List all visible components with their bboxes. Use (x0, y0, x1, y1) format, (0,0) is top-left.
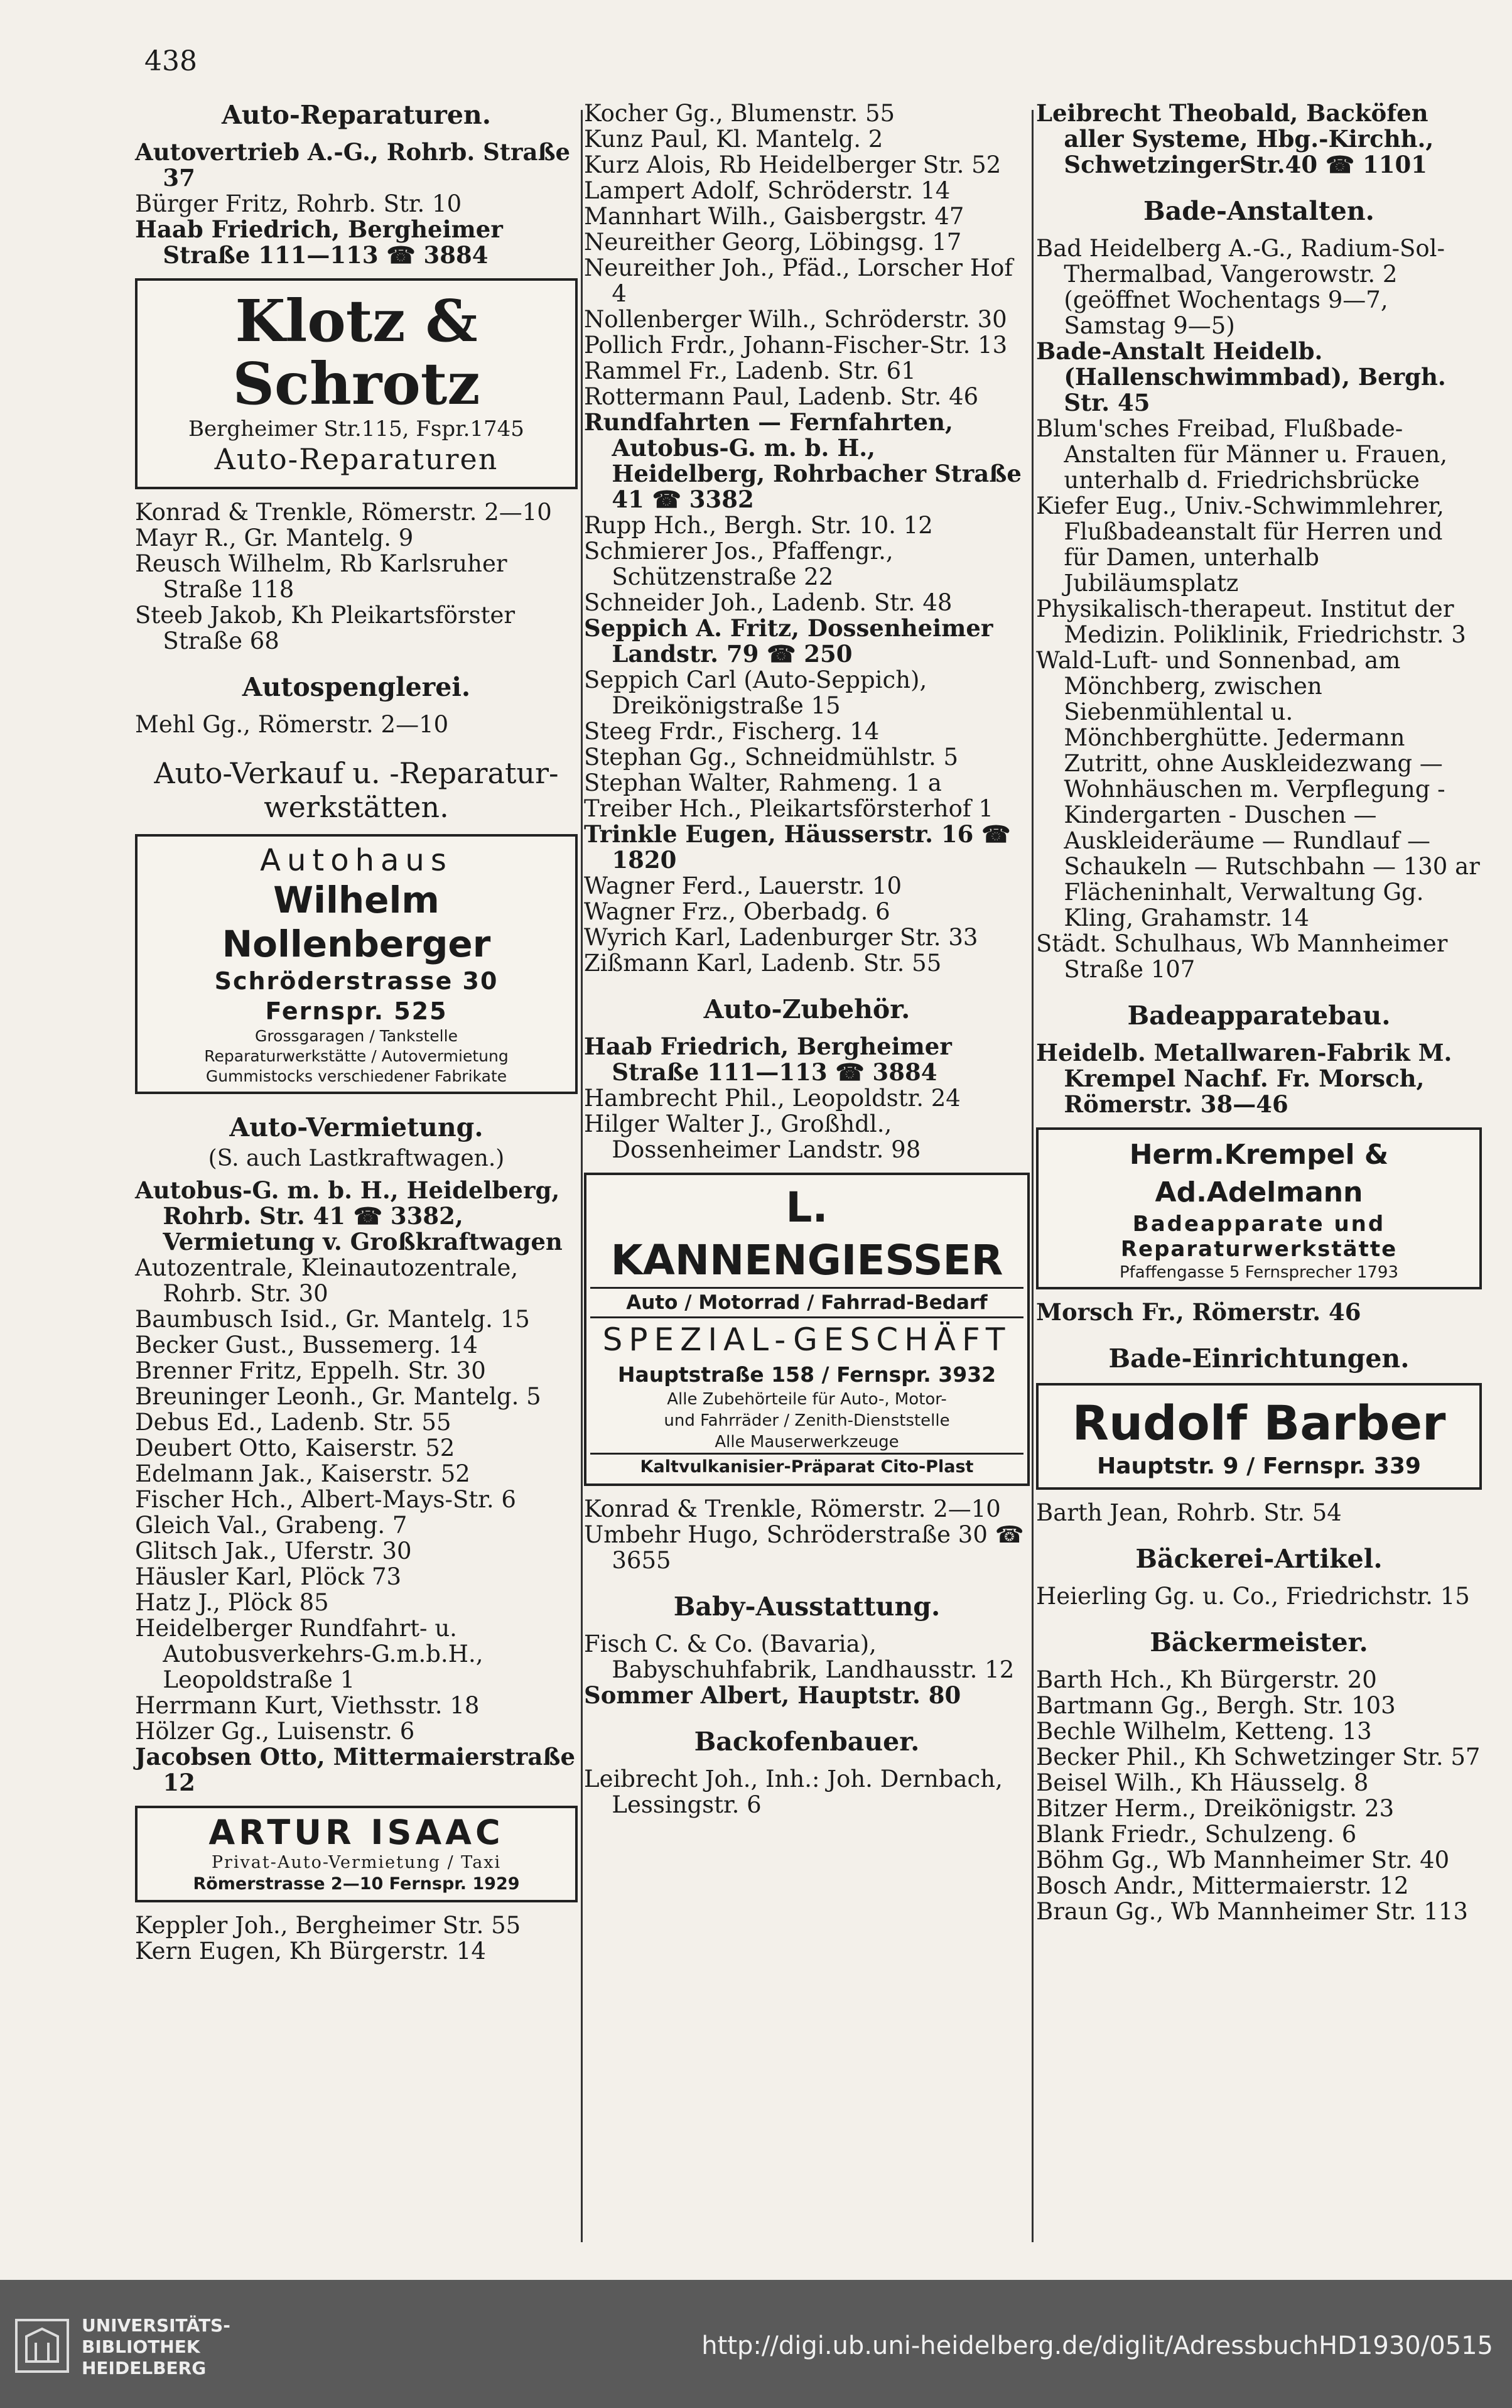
entry-list (1036, 1299, 1482, 1325)
directory-entry: Physikalisch-therapeut. Institut der Medizin. Poliklinik, Friedrichstr. 3 (1036, 595, 1466, 648)
directory-entry: Stephan Gg., Schneidmühlstr. 5 (584, 744, 959, 771)
directory-entry: Seppich Carl (Auto-Seppich), Dreikönigstraße 15 (584, 666, 927, 719)
directory-entry: Stephan Walter, Rahmeng. 1 a (584, 769, 942, 796)
ad-krempel-l3: Reparaturwerkstätte (1120, 1237, 1398, 1262)
ad-artur-isaac (135, 1806, 578, 1902)
ad-kannengiesser-l3: SPEZIAL-GESCHÄFT (602, 1321, 1012, 1358)
library-name-line3: HEIDELBERG (82, 2358, 207, 2378)
directory-entry: Nollenberger Wilh., Schröderstr. 30 (584, 306, 1007, 333)
directory-entry: Mayr R., Gr. Mantelg. 9 (135, 524, 414, 551)
heading-auto-verkauf: Auto-Verkauf u. -Reparatur-werkstätten. (154, 756, 559, 824)
directory-entry: Kocher Gg., Blumenstr. 55 (584, 100, 895, 127)
subheading-lastkraftwagen: (S. auch Lastkraftwagen.) (208, 1146, 505, 1171)
directory-entry: Steeg Frdr., Fischerg. 14 (584, 718, 880, 745)
directory-entry: Häusler Karl, Plöck 73 (135, 1563, 402, 1590)
ad-klotz-subtitle: Auto-Reparaturen (214, 442, 499, 476)
entry-list (584, 1034, 1030, 1163)
ad-kannengiesser-l6: und Fahrräder / Zenith-Dienststelle (664, 1411, 950, 1430)
directory-entry: Autovertrieb A.-G., Rohrb. Straße 37 (135, 138, 571, 192)
directory-entry: Deubert Otto, Kaiserstr. 52 (135, 1434, 455, 1462)
directory-entry: Becker Gust., Bussemerg. 14 (135, 1331, 478, 1359)
ad-rudolf-barber (1036, 1383, 1482, 1490)
directory-entry: Autozentrale, Kleinautozentrale, Rohrb. Str. 30 (135, 1254, 519, 1307)
entry-list (1036, 1583, 1482, 1609)
directory-entry: Wald-Luft- und Sonnenbad, am Mönchberg, zwischen Siebenmühlental u. Mönchberghütte. Jedermann Zutritt, ohne Auskleidezwang — Wohnhäuschen m. Verpflegung - Kindergarten - Duschen — Auskleideräume — Rundlauf — Schaukeln — Rutschbahn — 130 ar Flächeninhalt, Verwaltung Gg. Kling, Grahamstr. 14 (1036, 647, 1480, 931)
ad-isaac-l3: Römerstrasse 2—10 Fernspr. 1929 (193, 1874, 520, 1894)
directory-entry: Kern Eugen, Kh Bürgerstr. 14 (135, 1938, 486, 1965)
directory-entry: Autobus-G. m. b. H., Heidelberg, Rohrb. Str. 41 ☎ 3382, Vermietung v. Großkraftwagen (135, 1176, 563, 1256)
page-number: 438 (144, 45, 197, 77)
directory-entry: Seppich A. Fritz, Dossenheimer Landstr. 79 ☎ 250 (584, 614, 993, 668)
directory-entry: Leibrecht Joh., Inh.: Joh. Dernbach, Lessingstr. 6 (584, 1765, 1003, 1818)
ad-nollenberger-l2: Wilhelm Nollenberger (222, 879, 491, 965)
directory-entry: Lampert Adolf, Schröderstr. 14 (584, 177, 951, 204)
ad-barber-l1: Rudolf Barber (1072, 1395, 1446, 1451)
directory-entry: Fischer Hch., Albert-Mays-Str. 6 (135, 1486, 516, 1513)
directory-entry: Beisel Wilh., Kh Häusselg. 8 (1036, 1769, 1369, 1796)
heading-bade-einrichtungen: Bade-Einrichtungen. (1108, 1343, 1410, 1374)
directory-entry: Hölzer Gg., Luisenstr. 6 (135, 1718, 415, 1745)
directory-entry: Städt. Schulhaus, Wb Mannheimer Straße 107 (1036, 930, 1448, 983)
directory-entry: Schmierer Jos., Pfaffengr., Schützenstraße 22 (584, 538, 894, 590)
library-name (82, 2315, 230, 2379)
directory-entry: Keppler Joh., Bergheimer Str. 55 (135, 1912, 521, 1939)
directory-entry: Hatz J., Plöck 85 (135, 1589, 329, 1616)
directory-entry: Mannhart Wilh., Gaisbergstr. 47 (584, 203, 964, 230)
ad-krempel-l1: Herm.Krempel & Ad.Adelmann (1129, 1139, 1389, 1208)
directory-entry: Haab Friedrich, Bergheimer Straße 111—113 ☎ 3884 (135, 215, 503, 269)
directory-entry: Steeb Jakob, Kh Pleikartsförster Straße 68 (135, 602, 516, 654)
ad-kannengiesser-l1: L. KANNENGIESSER (610, 1183, 1003, 1284)
ad-kannengiesser-l2: Auto / Motorrad / Fahrrad-Bedarf (590, 1287, 1023, 1318)
ad-nollenberger-l7: Gummistocks verschiedener Fabrikate (205, 1067, 507, 1085)
directory-entry: Rundfahrten — Fernfahrten, Autobus-G. m. b. H., Heidelberg, Rohrbacher Straße 41 ☎ 3382 (584, 408, 1022, 513)
directory-entry: Pollich Frdr., Johann-Fischer-Str. 13 (584, 332, 1008, 359)
directory-entry: Heidelb. Metallwaren-Fabrik M. Krempel Nachf. Fr. Morsch, Römerstr. 38—46 (1036, 1039, 1452, 1118)
directory-entry: Bürger Fritz, Rohrb. Str. 10 (135, 190, 462, 217)
heading-baeckermeister: Bäckermeister. (1150, 1627, 1368, 1657)
column-2 (584, 100, 1030, 1818)
ad-isaac-l2: Privat-Auto-Vermietung / Taxi (211, 1853, 502, 1872)
directory-entry: Wagner Ferd., Lauerstr. 10 (584, 872, 902, 899)
directory-entry: Hilger Walter J., Großhdl., Dossenheimer Landstr. 98 (584, 1110, 921, 1163)
ad-klotz-address: Bergheimer Str.115, Fspr.1745 (188, 416, 524, 442)
ad-nollenberger-l6: Reparaturwerkstätte / Autovermietung (204, 1047, 509, 1065)
directory-entry: Barth Jean, Rohrb. Str. 54 (1036, 1499, 1342, 1526)
library-logo-icon (14, 2318, 70, 2374)
ad-isaac-l1: ARTUR ISAAC (208, 1813, 504, 1852)
directory-entry: Heidelberger Rundfahrt- u. Autobusverkehrs-G.m.b.H., Leopoldstraße 1 (135, 1615, 483, 1693)
column-1 (135, 100, 578, 1964)
directory-entry: Haab Friedrich, Bergheimer Straße 111—113 ☎ 3884 (584, 1033, 952, 1086)
directory-entry: Bosch Andr., Mittermaierstr. 12 (1036, 1872, 1409, 1899)
directory-entry: Fisch C. & Co. (Bavaria), Babyschuhfabrik, Landhausstr. 12 (584, 1630, 1015, 1683)
entry-list (584, 1496, 1030, 1573)
directory-entry: Kiefer Eug., Univ.-Schwimmlehrer, Flußbadeanstalt für Herren und für Damen, unterhalb Jubiläumsplatz (1036, 492, 1444, 597)
directory-entry: Bartmann Gg., Bergh. Str. 103 (1036, 1692, 1396, 1719)
directory-entry: Umbehr Hugo, Schröderstraße 30 ☎ 3655 (584, 1521, 1024, 1574)
directory-entry: Reusch Wilhelm, Rb Karlsruher Straße 118 (135, 550, 507, 603)
directory-entry: Rottermann Paul, Ladenb. Str. 46 (584, 383, 979, 410)
directory-entry: Blum'sches Freibad, Flußbade-Anstalten für Männer u. Frauen, unterhalb d. Friedrichsbrücke (1036, 415, 1448, 494)
ad-kannengiesser-l8: Kaltvulkanisier-Präparat Cito-Plast (590, 1453, 1023, 1480)
ad-kannengiesser (584, 1173, 1030, 1486)
heading-baby-ausstattung: Baby-Ausstattung. (673, 1592, 941, 1622)
ad-klotz-schrotz (135, 278, 578, 489)
heading-autospenglerei: Autospenglerei. (242, 672, 471, 702)
heading-bade-anstalten: Bade-Anstalten. (1143, 196, 1374, 226)
directory-entry: Baumbusch Isid., Gr. Mantelg. 15 (135, 1306, 530, 1333)
directory-entry: Barth Hch., Kh Bürgerstr. 20 (1036, 1666, 1377, 1693)
footer-band (0, 2280, 1512, 2408)
directory-entry: Bechle Wilhelm, Ketteng. 13 (1036, 1718, 1372, 1745)
directory-entry: Braun Gg., Wb Mannheimer Str. 113 (1036, 1898, 1468, 1925)
directory-entry: Mehl Gg., Römerstr. 2—10 (135, 711, 449, 738)
directory-entry: Rupp Hch., Bergh. Str. 10. 12 (584, 512, 933, 539)
column-rule-2 (1032, 110, 1034, 2242)
directory-entry: Rammel Fr., Ladenb. Str. 61 (584, 357, 916, 384)
heading-auto-reparaturen: Auto-Reparaturen. (222, 100, 491, 130)
directory-entry: Hambrecht Phil., Leopoldstr. 24 (584, 1085, 961, 1112)
entry-list (584, 1631, 1030, 1708)
directory-entry: Morsch Fr., Römerstr. 46 (1036, 1298, 1361, 1326)
ad-nollenberger-l5: Grossgaragen / Tankstelle (255, 1027, 458, 1045)
directory-entry: Jacobsen Otto, Mittermaierstraße 12 (135, 1743, 576, 1796)
entry-list (1036, 1667, 1482, 1924)
library-name-line1: UNIVERSITÄTS- (82, 2315, 230, 2336)
heading-baeckerei-artikel: Bäckerei-Artikel. (1135, 1544, 1383, 1574)
library-name-line2: BIBLIOTHEK (82, 2336, 200, 2357)
directory-entry: Konrad & Trenkle, Römerstr. 2—10 (135, 499, 552, 526)
entry-list (584, 1766, 1030, 1818)
ad-nollenberger-l1: Autohaus (260, 843, 453, 878)
ad-kannengiesser-l4: Hauptstraße 158 / Fernspr. 3932 (617, 1362, 996, 1387)
directory-entry: Edelmann Jak., Kaiserstr. 52 (135, 1460, 470, 1487)
directory-entry: Schneider Joh., Ladenb. Str. 48 (584, 589, 953, 616)
entry-list (135, 139, 578, 268)
directory-entry: Konrad & Trenkle, Römerstr. 2—10 (584, 1495, 1001, 1522)
directory-entry: Zißmann Karl, Ladenb. Str. 55 (584, 950, 942, 977)
directory-entry: Debus Ed., Ladenb. Str. 55 (135, 1409, 451, 1436)
ad-barber-l2: Hauptstr. 9 / Fernspr. 339 (1097, 1453, 1421, 1479)
ad-krempel-adelmann (1036, 1127, 1482, 1289)
directory-entry: Leibrecht Theobald, Backöfen aller Systeme, Hbg.-Kirchh., SchwetzingerStr.40 ☎ 1101 (1036, 99, 1434, 178)
entry-list (135, 1912, 578, 1964)
ad-nollenberger-l3: Schröderstrasse 30 (214, 967, 499, 995)
ad-kannengiesser-l7: Alle Mauserwerkzeuge (715, 1433, 899, 1451)
heading-auto-zubehoer: Auto-Zubehör. (703, 994, 910, 1024)
directory-entry: Bade-Anstalt Heidelb. (Hallenschwimmbad), Bergh. Str. 45 (1036, 337, 1446, 416)
entry-list (1036, 236, 1482, 982)
directory-entry: Treiber Hch., Pleikartsförsterhof 1 (584, 795, 993, 822)
directory-entry: Blank Friedr., Schulzeng. 6 (1036, 1821, 1357, 1848)
ad-nollenberger (135, 834, 578, 1094)
directory-entry: Sommer Albert, Hauptstr. 80 (584, 1681, 961, 1709)
ad-krempel-l4: Pfaffengasse 5 Fernsprecher 1793 (1119, 1263, 1399, 1282)
ad-nollenberger-l4: Fernspr. 525 (265, 997, 448, 1025)
heading-backofenbauer: Backofenbauer. (694, 1727, 920, 1757)
directory-entry: Kurz Alois, Rb Heidelberger Str. 52 (584, 151, 1002, 178)
entry-list (1036, 100, 1482, 178)
source-url-link[interactable]: http://digi.ub.uni-heidelberg.de/diglit/AdressbuchHD1930/0515 (701, 2331, 1493, 2360)
column-rule-1 (581, 110, 583, 2242)
directory-entry: Heierling Gg. u. Co., Friedrichstr. 15 (1036, 1583, 1470, 1610)
directory-entry: Böhm Gg., Wb Mannheimer Str. 40 (1036, 1847, 1450, 1874)
directory-entry: Gleich Val., Grabeng. 7 (135, 1512, 408, 1539)
directory-entry: Brenner Fritz, Eppelh. Str. 30 (135, 1357, 486, 1384)
entry-list (1036, 1040, 1482, 1117)
ad-klotz-title: Klotz & Schrotz (232, 287, 480, 418)
directory-entry: Neureither Georg, Löbingsg. 17 (584, 229, 962, 256)
column-3 (1036, 100, 1482, 1924)
directory-entry: Neureither Joh., Pfäd., Lorscher Hof 4 (584, 254, 1013, 307)
directory-entry: Bitzer Herm., Dreikönigstr. 23 (1036, 1795, 1395, 1822)
directory-entry: Herrmann Kurt, Viethsstr. 18 (135, 1692, 480, 1719)
directory-entry: Becker Phil., Kh Schwetzinger Str. 57 (1036, 1744, 1481, 1771)
entry-list (584, 100, 1030, 976)
directory-entry: Glitsch Jak., Uferstr. 30 (135, 1538, 412, 1565)
directory-entry: Wagner Frz., Oberbadg. 6 (584, 898, 890, 925)
entry-list (135, 712, 578, 737)
directory-entry: Wyrich Karl, Ladenburger Str. 33 (584, 924, 978, 951)
directory-entry: Trinkle Eugen, Häusserstr. 16 ☎ 1820 (584, 820, 1011, 874)
directory-entry: Breuninger Leonh., Gr. Mantelg. 5 (135, 1383, 541, 1410)
entry-list (135, 499, 578, 654)
ad-kannengiesser-l5: Alle Zubehörteile für Auto-, Motor- (667, 1390, 947, 1409)
entry-list (135, 1178, 578, 1796)
heading-auto-vermietung: Auto-Vermietung. (229, 1112, 483, 1142)
directory-entry: Bad Heidelberg A.-G., Radium-Sol-Thermalbad, Vangerowstr. 2 (geöffnet Wochentags 9—7, Samstag 9—5) (1036, 235, 1445, 339)
heading-badeapparatebau: Badeapparatebau. (1127, 1001, 1391, 1031)
ad-krempel-l2: Badeapparate und (1132, 1212, 1386, 1237)
entry-list (1036, 1500, 1482, 1526)
directory-entry: Kunz Paul, Kl. Mantelg. 2 (584, 126, 883, 153)
